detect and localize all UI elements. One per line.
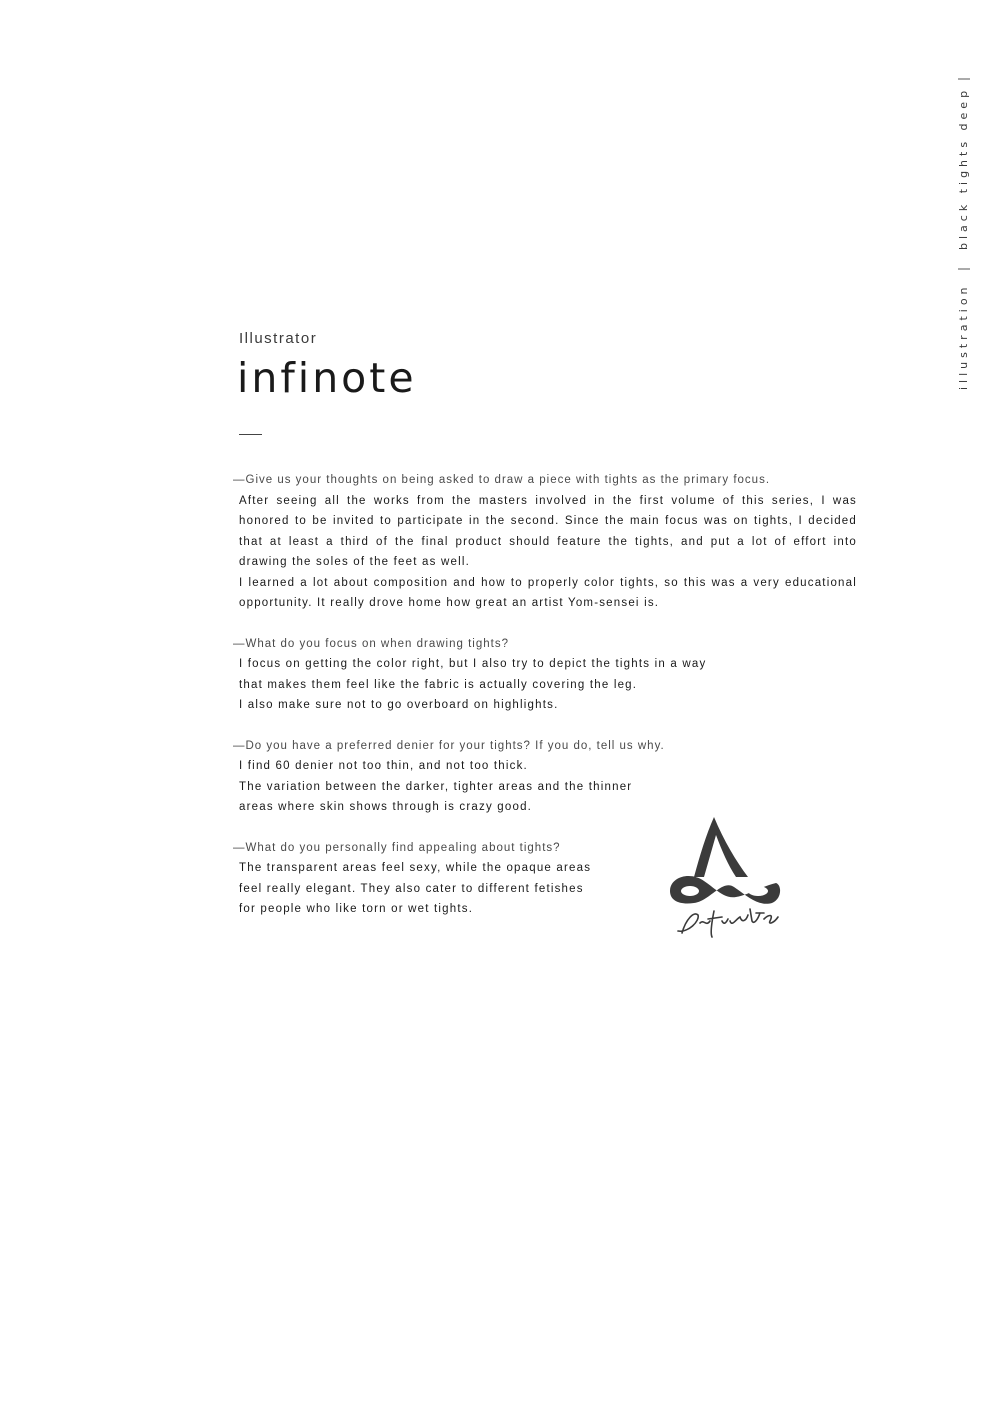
artist-name: infinote (237, 354, 417, 402)
answer-line: that makes them feel like the fabric is actually covering the leg. (239, 678, 638, 691)
answer-line: I also make sure not to go overboard on highlights. (239, 699, 559, 711)
side-label-title: black tights deep (957, 86, 970, 250)
qa-block (233, 634, 873, 716)
divider (239, 434, 262, 435)
answer-paragraph: I learned a lot about composition and how to properly color tights, so this was a very educational opportunity. It really drove home how great an artist Yom-sensei is. (239, 576, 857, 609)
infinote-logo-icon (664, 815, 782, 939)
question: —What do you personally find appealing about tights? (233, 841, 561, 854)
answer-line: areas where skin shows through is crazy good. (239, 801, 533, 813)
answer-paragraph: After seeing all the works from the masters involved in the first volume of this series, I was honored to be invited to participate in the second. Since the main focus was on tights, I decided that at least a third of the final product should feature the tights, and put a lot of effort into drawing the soles of the feet as well. (239, 494, 857, 568)
qa-block (233, 470, 873, 614)
side-label-illustration: illustration (957, 283, 970, 390)
answer-line: I focus on getting the color right, but I also try to depict the tights in a way (239, 658, 707, 670)
answer-line: I find 60 denier not too thin, and not too thick. (239, 760, 528, 772)
role-label: Illustrator (239, 330, 318, 347)
question: —Give us your thoughts on being asked to draw a piece with tights as the primary focus. (233, 474, 771, 486)
answer-line: The variation between the darker, tighter areas and the thinner (239, 780, 633, 793)
question: —Do you have a preferred denier for your tights? If you do, tell us why. (233, 739, 665, 752)
answer-line: for people who like torn or wet tights. (239, 903, 474, 915)
answer-line: The transparent areas feel sexy, while the opaque areas (239, 862, 592, 874)
question: —What do you focus on when drawing tights? (233, 637, 509, 650)
qa-block (233, 736, 873, 818)
answer-line: feel really elegant. They also cater to different fetishes (239, 882, 584, 895)
side-label (957, 74, 971, 392)
